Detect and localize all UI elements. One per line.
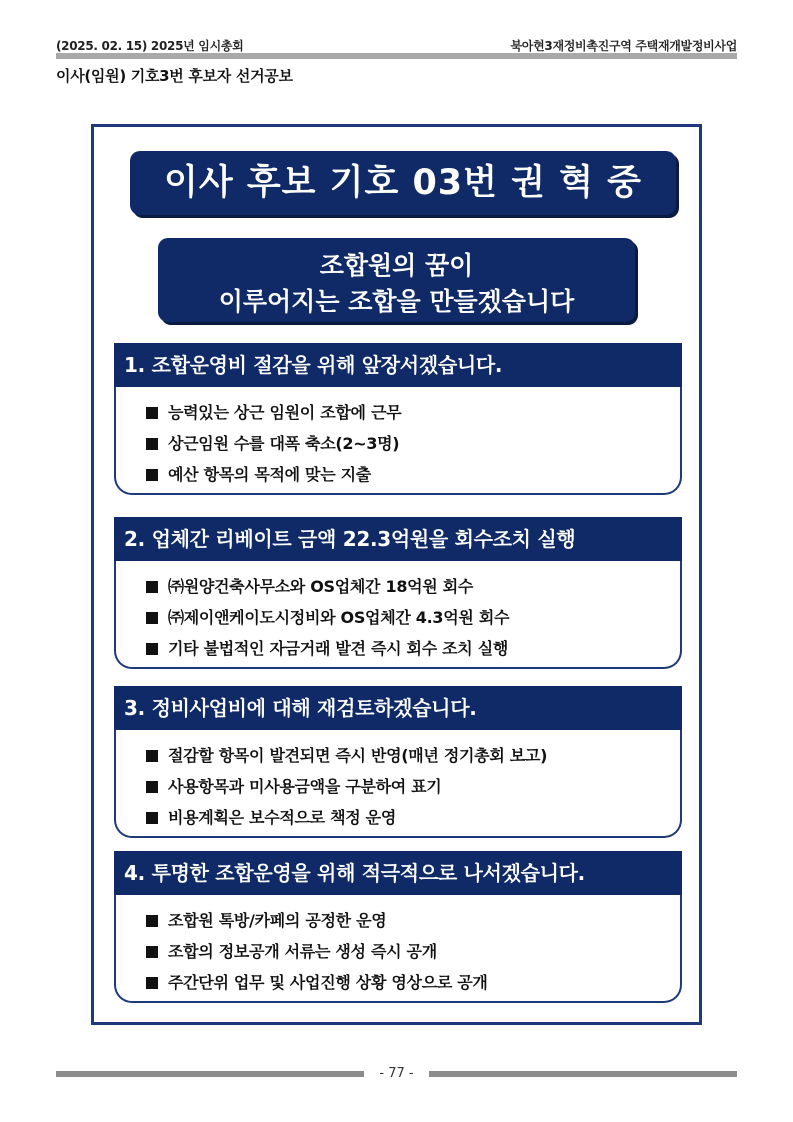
pledge-body	[114, 387, 682, 495]
pledge-item: ㈜원양건축사무소와 OS업체간 18억원 회수	[146, 571, 680, 602]
square-bullet-icon	[146, 581, 158, 593]
page-number: - 77 -	[379, 1066, 414, 1081]
square-bullet-icon	[146, 643, 158, 655]
pledge-item: 능력있는 상근 임원이 조합에 근무	[146, 397, 680, 428]
pledge-heading: 1. 조합운영비 절감을 위해 앞장서겠습니다.	[114, 343, 682, 387]
footer-rule-right	[429, 1071, 737, 1077]
pledge-item: ㈜제이앤케이도시정비와 OS업체간 4.3억원 회수	[146, 602, 680, 633]
square-bullet-icon	[146, 750, 158, 762]
election-poster	[91, 124, 702, 1025]
pledge-body	[114, 730, 682, 838]
pledge-item: 주간단위 업무 및 사업진행 상황 영상으로 공개	[146, 967, 680, 998]
page-subtitle: 이사(임원) 기호3번 후보자 선거공보	[56, 67, 293, 85]
pledge-heading: 4. 투명한 조합운영을 위해 적극적으로 나서겠습니다.	[114, 851, 682, 895]
footer-rule-left	[56, 1071, 364, 1077]
poster-slogan	[158, 238, 635, 322]
poster-title: 이사 후보 기호 03번 권 혁 중	[130, 151, 676, 215]
pledge-item: 기타 불법적인 자금거래 발견 즉시 회수 조치 실행	[146, 633, 680, 664]
slogan-line-2: 이루어지는 조합을 만들겠습니다	[218, 287, 575, 316]
header-divider	[56, 53, 737, 59]
square-bullet-icon	[146, 812, 158, 824]
square-bullet-icon	[146, 407, 158, 419]
pledge-item: 비용계획은 보수적으로 책정 운영	[146, 802, 680, 833]
pledge-heading: 3. 정비사업비에 대해 재검토하겠습니다.	[114, 686, 682, 730]
header-meeting-date: (2025. 02. 15) 2025년 임시총회	[56, 39, 244, 53]
square-bullet-icon	[146, 781, 158, 793]
slogan-line-1: 조합원의 꿈이	[319, 251, 474, 280]
pledge-body	[114, 561, 682, 669]
pledge-item: 상근임원 수를 대폭 축소(2~3명)	[146, 428, 680, 459]
square-bullet-icon	[146, 438, 158, 450]
pledge-item: 예산 항목의 목적에 맞는 지출	[146, 459, 680, 490]
pledge-body	[114, 895, 682, 1003]
header-project-name: 북아현3재정비촉진구역 주택재개발정비사업	[510, 39, 737, 53]
square-bullet-icon	[146, 915, 158, 927]
square-bullet-icon	[146, 946, 158, 958]
square-bullet-icon	[146, 469, 158, 481]
square-bullet-icon	[146, 977, 158, 989]
square-bullet-icon	[146, 612, 158, 624]
pledge-item: 절감할 항목이 발견되면 즉시 반영(매년 정기총회 보고)	[146, 740, 680, 771]
pledge-item: 조합의 정보공개 서류는 생성 즉시 공개	[146, 936, 680, 967]
pledge-heading: 2. 업체간 리베이트 금액 22.3억원을 회수조치 실행	[114, 517, 682, 561]
pledge-item: 조합원 톡방/카페의 공정한 운영	[146, 905, 680, 936]
pledge-item: 사용항목과 미사용금액을 구분하여 표기	[146, 771, 680, 802]
